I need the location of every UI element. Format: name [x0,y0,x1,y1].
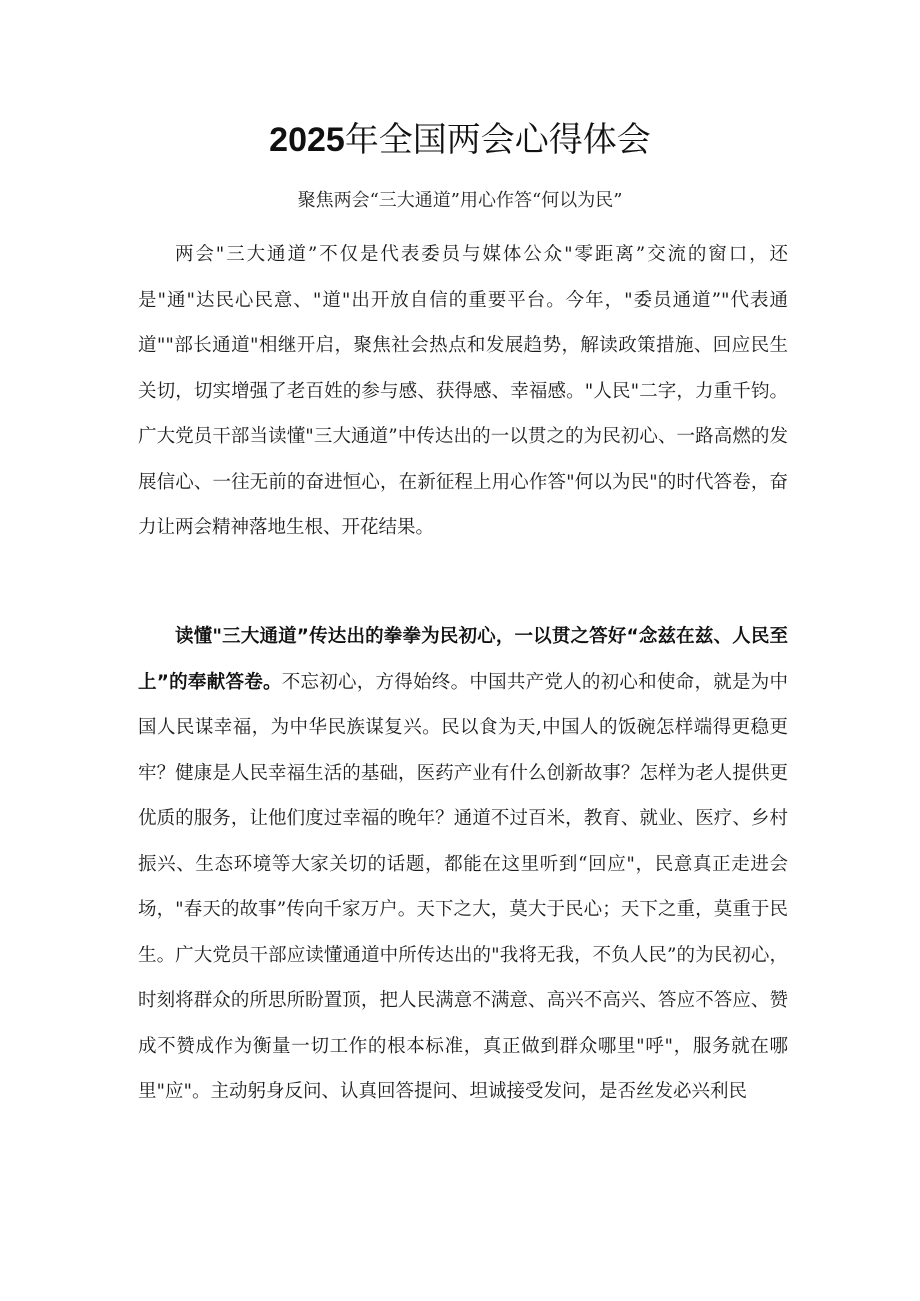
title-text: 年全国两会心得体会 [344,120,651,160]
document-title [0,118,920,162]
document-subtitle: 聚焦两会“三大通道”用心作答“何以为民” [297,190,623,211]
paragraph-2-text: 不忘初心，方得始终。中国共产党人的初心和使命，就是为中国人民谋幸福，为中华民族谋复兴。民以食为天,中国人的饭碗怎样端得更稳更牢？健康是人民幸福生活的基础，医药产业有什么创新故事？怎样为老人提供更优质的服务，让他们度过幸福的晚年？通道不过百米，教育、就业、医疗、乡村振兴、生态环境等大家关切的话题，都能在这里听到“回应"，民意真正走进会场，"春天的故事”传向千家万户。天下之大，莫大于民心；天下之重，莫重于民生。广大党员干部应读懂通道中所传达出的"我将无我，不负人民”的为民初心，时刻将群众的所思所盼置顶，把人民满意不满意、高兴不高兴、答应不答应、赞成不赞成作为衡量一切工作的根本标准，真正做到群众哪里"呼"，服务就在哪里"应"。主动躬身反问、认真回答提问、坦诚接受发问，是否丝发必兴利民 [138,671,788,1102]
paragraph-2-lead: 读懂"三大通道”传达出的拳拳为民初心，一以贯之答好“念兹在兹、人民至上”的奉献答卷。 [138,626,788,693]
title-year: 2025 [269,121,345,159]
paragraph-2 [138,614,788,1115]
paragraph-1 [138,232,788,551]
paragraph-1-text: 两会"三大通道”不仅是代表委员与媒体公众"零距离”交流的窗口，还是"通"达民心民意、"道"出开放自信的重要平台。今年，"委员通道”"代表通道""部长通道"相继开启，聚焦社会热点和发展趋势，解读政策措施、回应民生关切，切实增强了老百姓的参与感、获得感、幸福感。"人民"二字，力重千钧。广大党员干部当读懂"三大通道”中传达出的一以贯之的为民初心、一路高燃的发展信心、一往无前的奋进恒心，在新征程上用心作答"何以为民"的时代答卷，奋力让两会精神落地生根、开花结果。 [138,244,788,538]
